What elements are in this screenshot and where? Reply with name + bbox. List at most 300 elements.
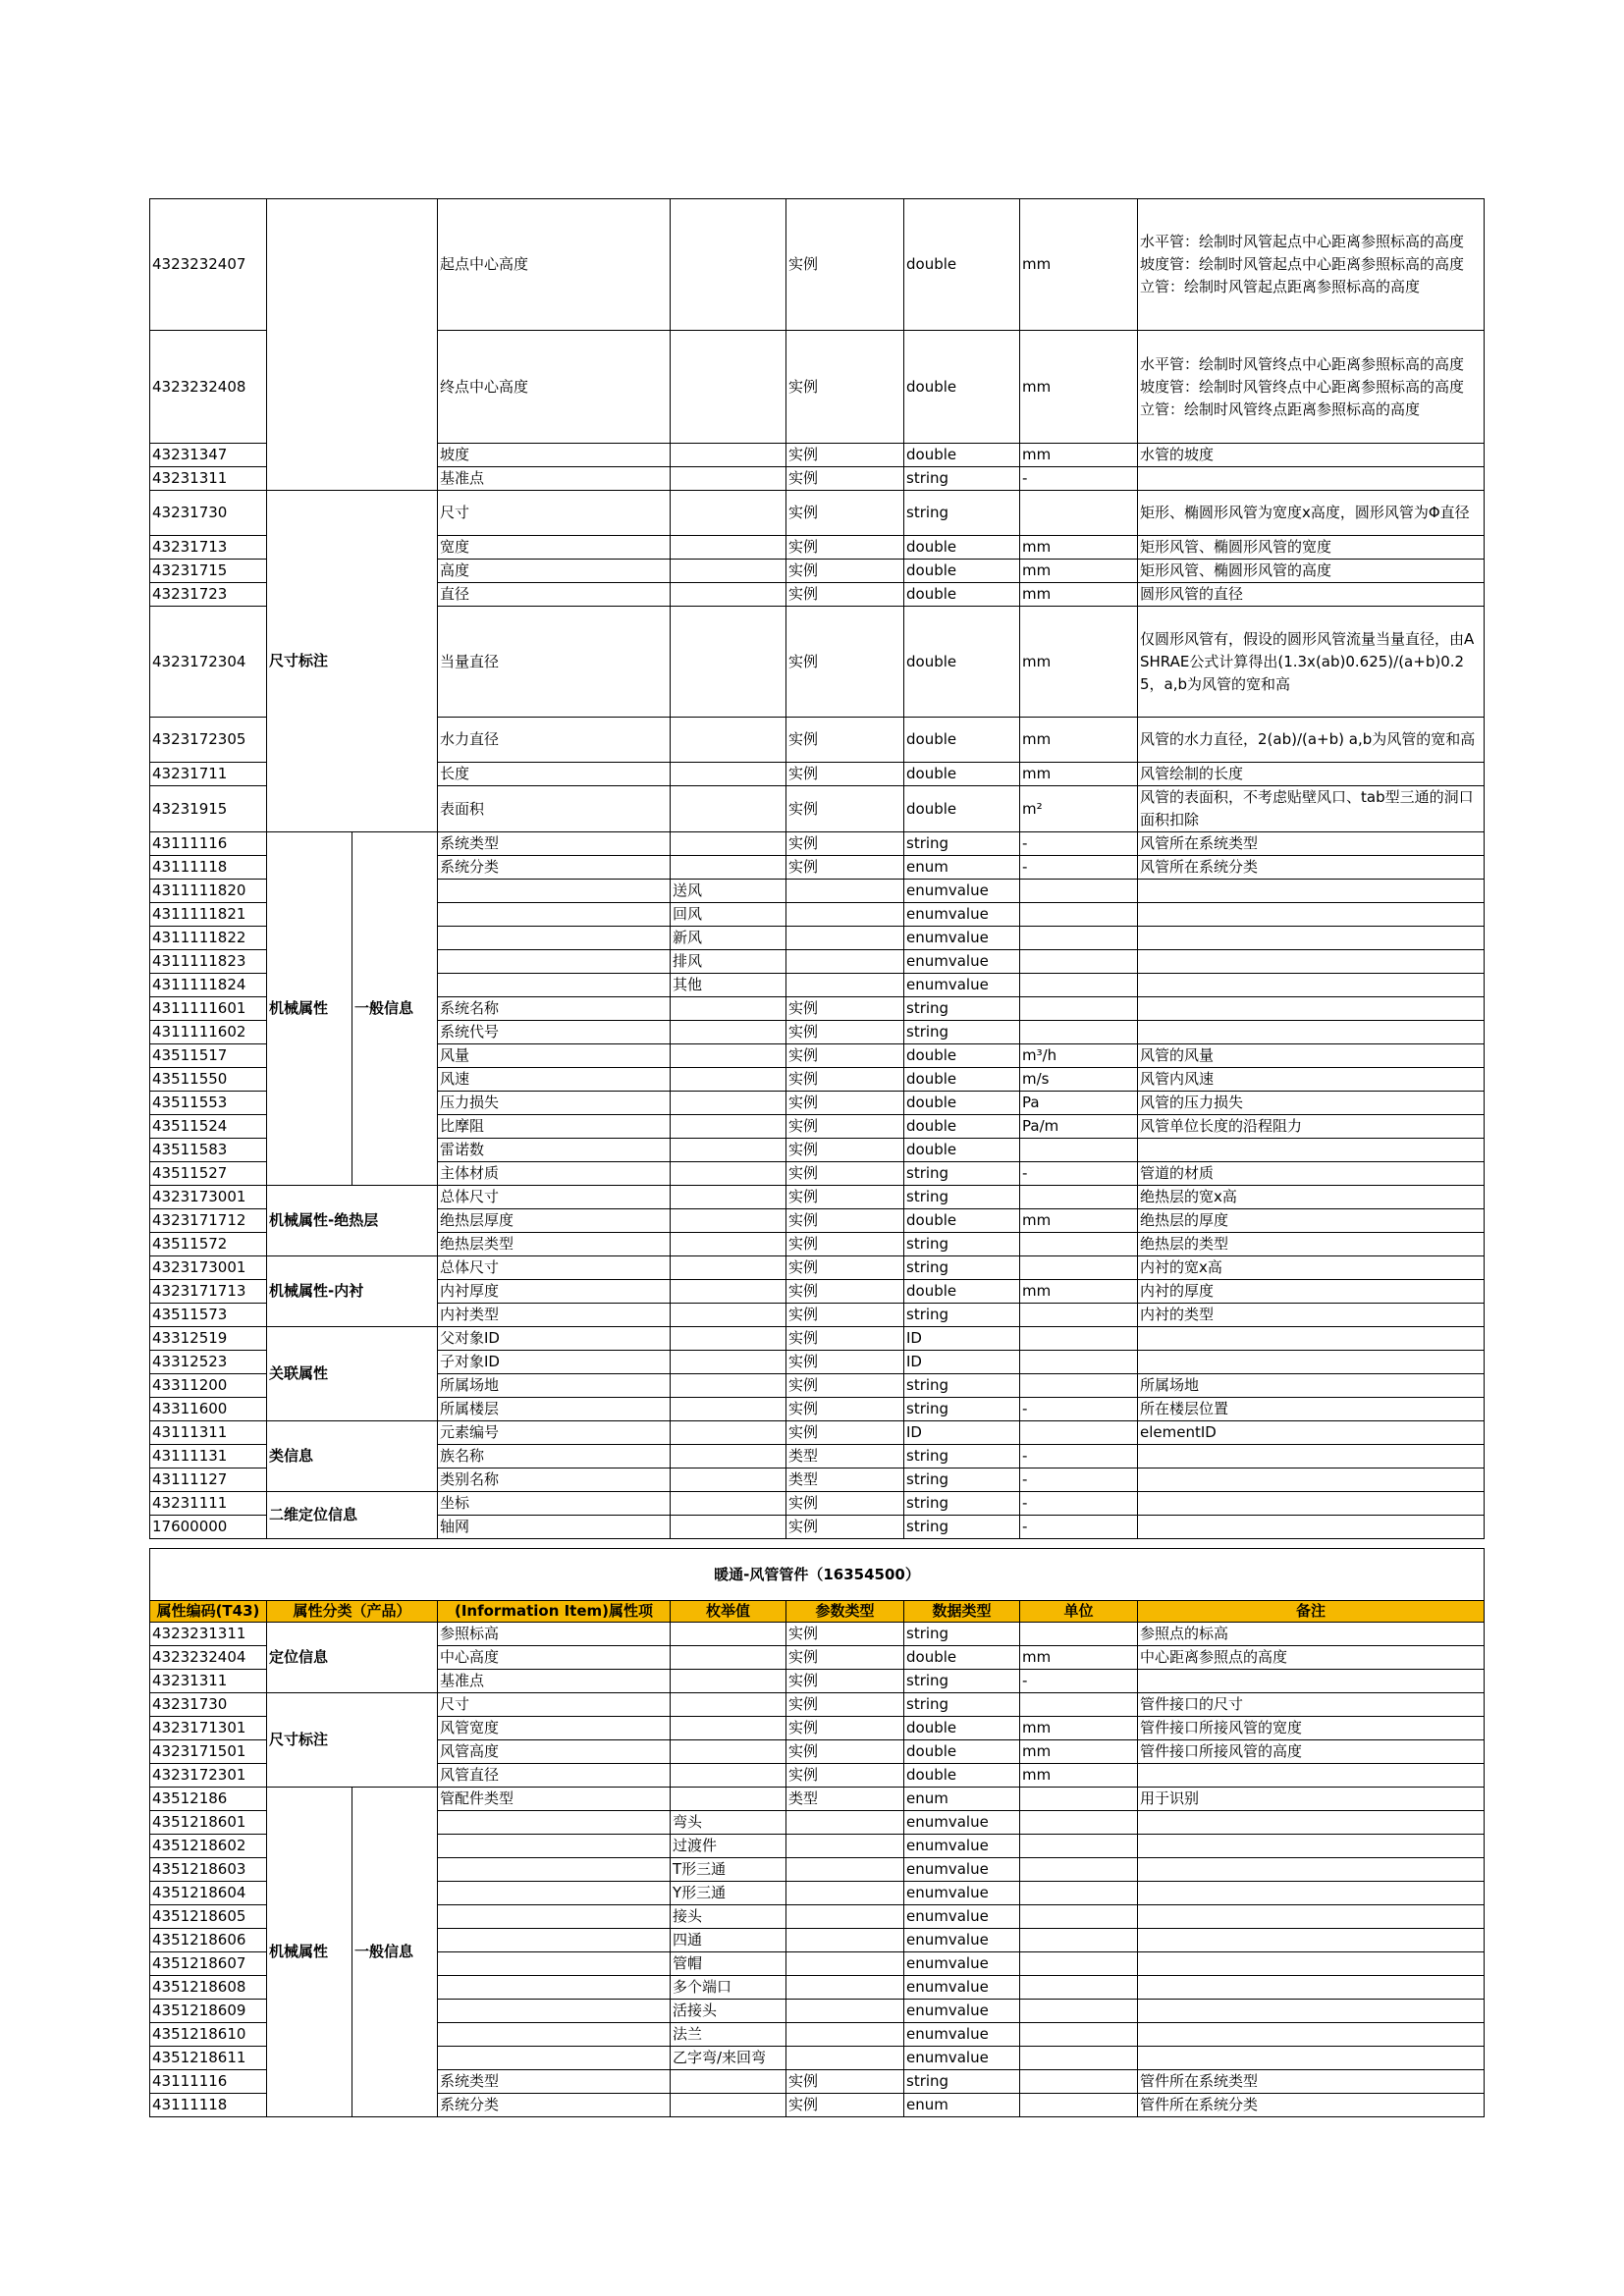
cell-param-type [786, 1952, 904, 1976]
cell-unit [1020, 1186, 1138, 1209]
cell-param-type: 实例 [786, 199, 904, 331]
cell-note [1138, 2023, 1485, 2047]
cell-item [438, 927, 671, 950]
cell-item: 父对象ID [438, 1327, 671, 1351]
cell-note: 内衬的宽x高 [1138, 1256, 1485, 1280]
cell-code: 4323173001 [150, 1186, 267, 1209]
cell-note: 内衬的类型 [1138, 1304, 1485, 1327]
cell-param-type: 实例 [786, 1280, 904, 1304]
cell-code: 4351218605 [150, 1905, 267, 1929]
cell-unit: - [1020, 1162, 1138, 1186]
cell-data-type: enumvalue [904, 2047, 1020, 2070]
cell-unit [1020, 1788, 1138, 1811]
cell-param-type: 实例 [786, 1398, 904, 1421]
cell-item: 坐标 [438, 1492, 671, 1516]
cell-data-type: string [904, 1670, 1020, 1693]
cell-note [1138, 950, 1485, 974]
cell-code: 43231915 [150, 786, 267, 832]
cell-category: 尺寸标注 [267, 491, 438, 832]
cell-note: 管件所在系统类型 [1138, 2070, 1485, 2094]
cell-data-type: enumvalue [904, 1882, 1020, 1905]
cell-item: 族名称 [438, 1445, 671, 1468]
cell-param-type: 实例 [786, 1162, 904, 1186]
cell-item [438, 950, 671, 974]
cell-unit [1020, 2000, 1138, 2023]
cell-note: 水平管：绘制时风管起点中心距离参照标高的高度 坡度管：绘制时风管起点中心距离参照标高的高度 立管：绘制时风管起点距离参照标高的高度 [1138, 199, 1485, 331]
cell-item [438, 1811, 671, 1835]
cell-note [1138, 1445, 1485, 1468]
header-param-type: 参数类型 [786, 1601, 904, 1623]
cell-data-type: string [904, 1398, 1020, 1421]
cell-unit [1020, 491, 1138, 536]
cell-item: 雷诺数 [438, 1139, 671, 1162]
cell-param-type: 实例 [786, 1740, 904, 1764]
cell-code: 4351218608 [150, 1976, 267, 2000]
header-enum: 枚举值 [671, 1601, 786, 1623]
cell-unit: - [1020, 467, 1138, 491]
cell-note [1138, 1139, 1485, 1162]
cell-note: 绝热层的宽x高 [1138, 1186, 1485, 1209]
cell-data-type: string [904, 1186, 1020, 1209]
cell-unit [1020, 1811, 1138, 1835]
cell-param-type [786, 1811, 904, 1835]
cell-data-type: double [904, 1209, 1020, 1233]
cell-data-type: double [904, 786, 1020, 832]
cell-item: 压力损失 [438, 1092, 671, 1115]
cell-item: 基准点 [438, 1670, 671, 1693]
cell-data-type: string [904, 1468, 1020, 1492]
cell-unit [1020, 1304, 1138, 1327]
cell-unit: mm [1020, 1717, 1138, 1740]
table-row [150, 1256, 1485, 1280]
cell-enum: 过渡件 [671, 1835, 786, 1858]
cell-unit [1020, 1256, 1138, 1280]
cell-code: 4311111822 [150, 927, 267, 950]
cell-note [1138, 974, 1485, 997]
cell-unit [1020, 880, 1138, 903]
cell-item [438, 1882, 671, 1905]
properties-table-duct [149, 198, 1583, 1539]
header-row [150, 1601, 1485, 1623]
cell-data-type: double [904, 583, 1020, 607]
cell-category: 机械属性-绝热层 [267, 1186, 438, 1256]
cell-item [438, 2000, 671, 2023]
cell-enum [671, 1068, 786, 1092]
cell-unit [1020, 1233, 1138, 1256]
cell-note [1138, 903, 1485, 927]
cell-unit: mm [1020, 1646, 1138, 1670]
cell-item: 风管高度 [438, 1740, 671, 1764]
cell-param-type: 实例 [786, 1021, 904, 1044]
cell-note: 风管单位长度的沿程阻力 [1138, 1115, 1485, 1139]
cell-enum [671, 1492, 786, 1516]
cell-unit: - [1020, 1398, 1138, 1421]
cell-note: 所属场地 [1138, 1374, 1485, 1398]
cell-note [1138, 467, 1485, 491]
cell-data-type: double [904, 1646, 1020, 1670]
cell-enum [671, 2070, 786, 2094]
cell-param-type [786, 950, 904, 974]
cell-code: 4323172305 [150, 718, 267, 763]
cell-code: 4311111601 [150, 997, 267, 1021]
cell-unit: m³/h [1020, 1044, 1138, 1068]
cell-param-type: 实例 [786, 763, 904, 786]
cell-note: 参照点的标高 [1138, 1623, 1485, 1646]
cell-item: 风速 [438, 1068, 671, 1092]
cell-enum: 弯头 [671, 1811, 786, 1835]
cell-param-type [786, 1929, 904, 1952]
cell-code: 43511583 [150, 1139, 267, 1162]
cell-param-type [786, 2023, 904, 2047]
cell-item: 类别名称 [438, 1468, 671, 1492]
table-row [150, 491, 1485, 536]
cell-code: 4351218602 [150, 1835, 267, 1858]
cell-item: 系统类型 [438, 2070, 671, 2094]
cell-enum [671, 1788, 786, 1811]
cell-enum: 乙字弯/来回弯 [671, 2047, 786, 2070]
cell-note [1138, 880, 1485, 903]
cell-note: 水平管：绘制时风管终点中心距离参照标高的高度 坡度管：绘制时风管终点中心距离参照标高的高度 立管：绘制时风管终点距离参照标高的高度 [1138, 331, 1485, 444]
cell-data-type: double [904, 1068, 1020, 1092]
cell-note [1138, 1021, 1485, 1044]
cell-item: 系统名称 [438, 997, 671, 1021]
cell-enum: 其他 [671, 974, 786, 997]
cell-unit [1020, 1351, 1138, 1374]
cell-code: 4323232408 [150, 331, 267, 444]
cell-unit [1020, 2023, 1138, 2047]
cell-enum [671, 444, 786, 467]
cell-category: 类信息 [267, 1421, 438, 1492]
cell-item: 宽度 [438, 536, 671, 560]
cell-data-type: enumvalue [904, 927, 1020, 950]
cell-data-type: string [904, 1256, 1020, 1280]
cell-code: 4351218604 [150, 1882, 267, 1905]
cell-data-type: string [904, 1233, 1020, 1256]
cell-item: 内衬类型 [438, 1304, 671, 1327]
cell-data-type: double [904, 1092, 1020, 1115]
cell-data-type: enumvalue [904, 1835, 1020, 1858]
cell-unit: - [1020, 832, 1138, 856]
cell-enum [671, 583, 786, 607]
cell-note [1138, 1858, 1485, 1882]
cell-enum: Y形三通 [671, 1882, 786, 1905]
cell-code: 43511553 [150, 1092, 267, 1115]
cell-enum [671, 1209, 786, 1233]
cell-data-type: double [904, 331, 1020, 444]
section-title: 暖通-风管管件（16354500） [150, 1549, 1485, 1601]
cell-code: 43231311 [150, 467, 267, 491]
cell-enum [671, 560, 786, 583]
cell-enum [671, 1021, 786, 1044]
cell-enum [671, 1693, 786, 1717]
cell-data-type: string [904, 1162, 1020, 1186]
cell-enum: 四通 [671, 1929, 786, 1952]
cell-item: 直径 [438, 583, 671, 607]
cell-item: 尺寸 [438, 1693, 671, 1717]
cell-code: 4311111823 [150, 950, 267, 974]
cell-unit: mm [1020, 199, 1138, 331]
cell-item: 终点中心高度 [438, 331, 671, 444]
cell-note: 管件所在系统分类 [1138, 2094, 1485, 2117]
cell-note: elementID [1138, 1421, 1485, 1445]
cell-param-type: 实例 [786, 1115, 904, 1139]
cell-data-type: string [904, 467, 1020, 491]
cell-enum [671, 1374, 786, 1398]
cell-unit [1020, 974, 1138, 997]
cell-code: 43111127 [150, 1468, 267, 1492]
cell-code: 4351218609 [150, 2000, 267, 2023]
cell-enum [671, 1044, 786, 1068]
cell-data-type: ID [904, 1421, 1020, 1445]
cell-item: 起点中心高度 [438, 199, 671, 331]
cell-note: 风管的表面积，不考虑贴壁风口、tab型三通的洞口面积扣除 [1138, 786, 1485, 832]
cell-code: 4351218606 [150, 1929, 267, 1952]
cell-param-type: 实例 [786, 1764, 904, 1788]
cell-param-type: 实例 [786, 1068, 904, 1092]
cell-data-type: enumvalue [904, 1905, 1020, 1929]
cell-note [1138, 1492, 1485, 1516]
cell-note: 风管所在系统类型 [1138, 832, 1485, 856]
cell-item [438, 1905, 671, 1929]
cell-param-type: 实例 [786, 1186, 904, 1209]
cell-code: 43511527 [150, 1162, 267, 1186]
cell-code: 4323232407 [150, 199, 267, 331]
cell-note: 圆形风管的直径 [1138, 583, 1485, 607]
cell-code: 4351218611 [150, 2047, 267, 2070]
cell-enum [671, 1304, 786, 1327]
cell-unit: - [1020, 1670, 1138, 1693]
cell-param-type [786, 1882, 904, 1905]
cell-data-type: double [904, 763, 1020, 786]
cell-enum: 管帽 [671, 1952, 786, 1976]
cell-param-type: 类型 [786, 1445, 904, 1468]
table-row [150, 199, 1485, 331]
cell-code: 43231715 [150, 560, 267, 583]
cell-code: 43231111 [150, 1492, 267, 1516]
cell-param-type: 实例 [786, 1670, 904, 1693]
cell-param-type: 实例 [786, 560, 904, 583]
cell-unit [1020, 950, 1138, 974]
cell-note [1138, 1811, 1485, 1835]
cell-data-type: enum [904, 1788, 1020, 1811]
cell-enum [671, 1421, 786, 1445]
cell-data-type: enumvalue [904, 2000, 1020, 2023]
cell-enum [671, 1623, 786, 1646]
cell-note: 仅圆形风管有，假设的圆形风管流量当量直径，由ASHRAE公式计算得出(1.3x(ab)0.625)/(a+b)0.25，a,b为风管的宽和高 [1138, 607, 1485, 718]
cell-unit [1020, 1021, 1138, 1044]
cell-code: 43511550 [150, 1068, 267, 1092]
cell-note [1138, 1351, 1485, 1374]
cell-item: 长度 [438, 763, 671, 786]
cell-item: 所属场地 [438, 1374, 671, 1398]
cell-param-type [786, 974, 904, 997]
cell-unit: mm [1020, 583, 1138, 607]
cell-data-type: ID [904, 1327, 1020, 1351]
cell-unit [1020, 1858, 1138, 1882]
cell-note: 管件接口所接风管的宽度 [1138, 1717, 1485, 1740]
cell-category: 二维定位信息 [267, 1492, 438, 1539]
cell-note [1138, 997, 1485, 1021]
cell-enum: T形三通 [671, 1858, 786, 1882]
cell-code: 43111311 [150, 1421, 267, 1445]
cell-code: 4351218607 [150, 1952, 267, 1976]
cell-item: 高度 [438, 560, 671, 583]
cell-note [1138, 927, 1485, 950]
cell-param-type: 实例 [786, 1492, 904, 1516]
cell-data-type: enumvalue [904, 1929, 1020, 1952]
cell-item: 系统代号 [438, 1021, 671, 1044]
cell-item: 风管直径 [438, 1764, 671, 1788]
cell-enum [671, 331, 786, 444]
cell-unit: mm [1020, 1280, 1138, 1304]
cell-note [1138, 1882, 1485, 1905]
cell-data-type: double [904, 560, 1020, 583]
cell-data-type: double [904, 536, 1020, 560]
cell-category: 关联属性 [267, 1327, 438, 1421]
cell-item: 总体尺寸 [438, 1256, 671, 1280]
cell-data-type: double [904, 1280, 1020, 1304]
cell-item: 绝热层类型 [438, 1233, 671, 1256]
cell-unit [1020, 1905, 1138, 1929]
cell-code: 43231730 [150, 491, 267, 536]
cell-unit [1020, 1882, 1138, 1905]
cell-code: 43312519 [150, 1327, 267, 1351]
cell-item: 表面积 [438, 786, 671, 832]
cell-code: 43111118 [150, 2094, 267, 2117]
cell-unit [1020, 1835, 1138, 1858]
cell-param-type: 实例 [786, 1092, 904, 1115]
cell-data-type: string [904, 1623, 1020, 1646]
cell-enum [671, 1398, 786, 1421]
cell-data-type: enumvalue [904, 1952, 1020, 1976]
cell-item [438, 2047, 671, 2070]
cell-unit [1020, 997, 1138, 1021]
table-row [150, 1421, 1485, 1445]
cell-enum [671, 1115, 786, 1139]
cell-data-type: string [904, 2070, 1020, 2094]
cell-code: 43511524 [150, 1115, 267, 1139]
cell-item: 系统分类 [438, 856, 671, 880]
cell-data-type: enumvalue [904, 974, 1020, 997]
cell-code: 17600000 [150, 1516, 267, 1539]
cell-subcategory: 一般信息 [352, 832, 438, 1186]
cell-param-type [786, 1905, 904, 1929]
cell-code: 43511572 [150, 1233, 267, 1256]
cell-unit: mm [1020, 763, 1138, 786]
header-category: 属性分类（产品） [267, 1601, 438, 1623]
cell-enum [671, 1351, 786, 1374]
cell-unit: Pa/m [1020, 1115, 1138, 1139]
cell-item: 内衬厚度 [438, 1280, 671, 1304]
cell-item: 基准点 [438, 467, 671, 491]
cell-enum [671, 1256, 786, 1280]
cell-enum: 送风 [671, 880, 786, 903]
cell-item [438, 1858, 671, 1882]
cell-enum: 多个端口 [671, 1976, 786, 2000]
cell-code: 4311111602 [150, 1021, 267, 1044]
cell-param-type [786, 903, 904, 927]
cell-unit [1020, 1693, 1138, 1717]
cell-item: 元素编号 [438, 1421, 671, 1445]
cell-data-type: string [904, 1693, 1020, 1717]
cell-unit: m² [1020, 786, 1138, 832]
cell-code: 4323172304 [150, 607, 267, 718]
cell-code: 43111118 [150, 856, 267, 880]
cell-category [267, 199, 438, 491]
header-unit: 单位 [1020, 1601, 1138, 1623]
cell-enum [671, 607, 786, 718]
cell-data-type: string [904, 491, 1020, 536]
cell-note: 矩形风管、椭圆形风管的高度 [1138, 560, 1485, 583]
cell-data-type: string [904, 1516, 1020, 1539]
cell-note [1138, 1764, 1485, 1788]
cell-unit: mm [1020, 1209, 1138, 1233]
cell-enum [671, 1717, 786, 1740]
cell-item: 风管宽度 [438, 1717, 671, 1740]
cell-unit: - [1020, 1468, 1138, 1492]
cell-item [438, 1952, 671, 1976]
cell-param-type: 实例 [786, 1374, 904, 1398]
cell-code: 43111131 [150, 1445, 267, 1468]
cell-note [1138, 1976, 1485, 2000]
cell-enum [671, 718, 786, 763]
cell-data-type: enum [904, 2094, 1020, 2117]
cell-param-type: 实例 [786, 1327, 904, 1351]
cell-note [1138, 1327, 1485, 1351]
cell-param-type: 实例 [786, 1304, 904, 1327]
cell-data-type: enumvalue [904, 950, 1020, 974]
cell-data-type: ID [904, 1351, 1020, 1374]
cell-enum [671, 1327, 786, 1351]
cell-note: 绝热层的类型 [1138, 1233, 1485, 1256]
cell-param-type: 实例 [786, 1516, 904, 1539]
cell-code: 4311111821 [150, 903, 267, 927]
header-code: 属性编码(T43) [150, 1601, 267, 1623]
cell-item: 参照标高 [438, 1623, 671, 1646]
table-row [150, 1623, 1485, 1646]
cell-unit: mm [1020, 536, 1138, 560]
cell-category: 尺寸标注 [267, 1693, 438, 1788]
cell-unit [1020, 2047, 1138, 2070]
cell-data-type: double [904, 1740, 1020, 1764]
cell-code: 4311111820 [150, 880, 267, 903]
cell-unit: mm [1020, 331, 1138, 444]
cell-category: 定位信息 [267, 1623, 438, 1693]
cell-param-type [786, 1835, 904, 1858]
cell-item: 绝热层厚度 [438, 1209, 671, 1233]
cell-param-type: 实例 [786, 1256, 904, 1280]
cell-param-type: 实例 [786, 1233, 904, 1256]
cell-note [1138, 1952, 1485, 1976]
cell-enum [671, 1139, 786, 1162]
cell-unit: - [1020, 856, 1138, 880]
cell-param-type [786, 927, 904, 950]
cell-param-type: 实例 [786, 997, 904, 1021]
cell-param-type: 实例 [786, 1351, 904, 1374]
cell-unit [1020, 903, 1138, 927]
cell-param-type: 实例 [786, 444, 904, 467]
cell-note: 水管的坡度 [1138, 444, 1485, 467]
cell-param-type [786, 1976, 904, 2000]
cell-unit: mm [1020, 718, 1138, 763]
cell-param-type: 实例 [786, 786, 904, 832]
cell-enum [671, 856, 786, 880]
cell-note [1138, 2047, 1485, 2070]
cell-enum [671, 1516, 786, 1539]
cell-note [1138, 1670, 1485, 1693]
cell-param-type: 实例 [786, 1646, 904, 1670]
cell-unit [1020, 1139, 1138, 1162]
